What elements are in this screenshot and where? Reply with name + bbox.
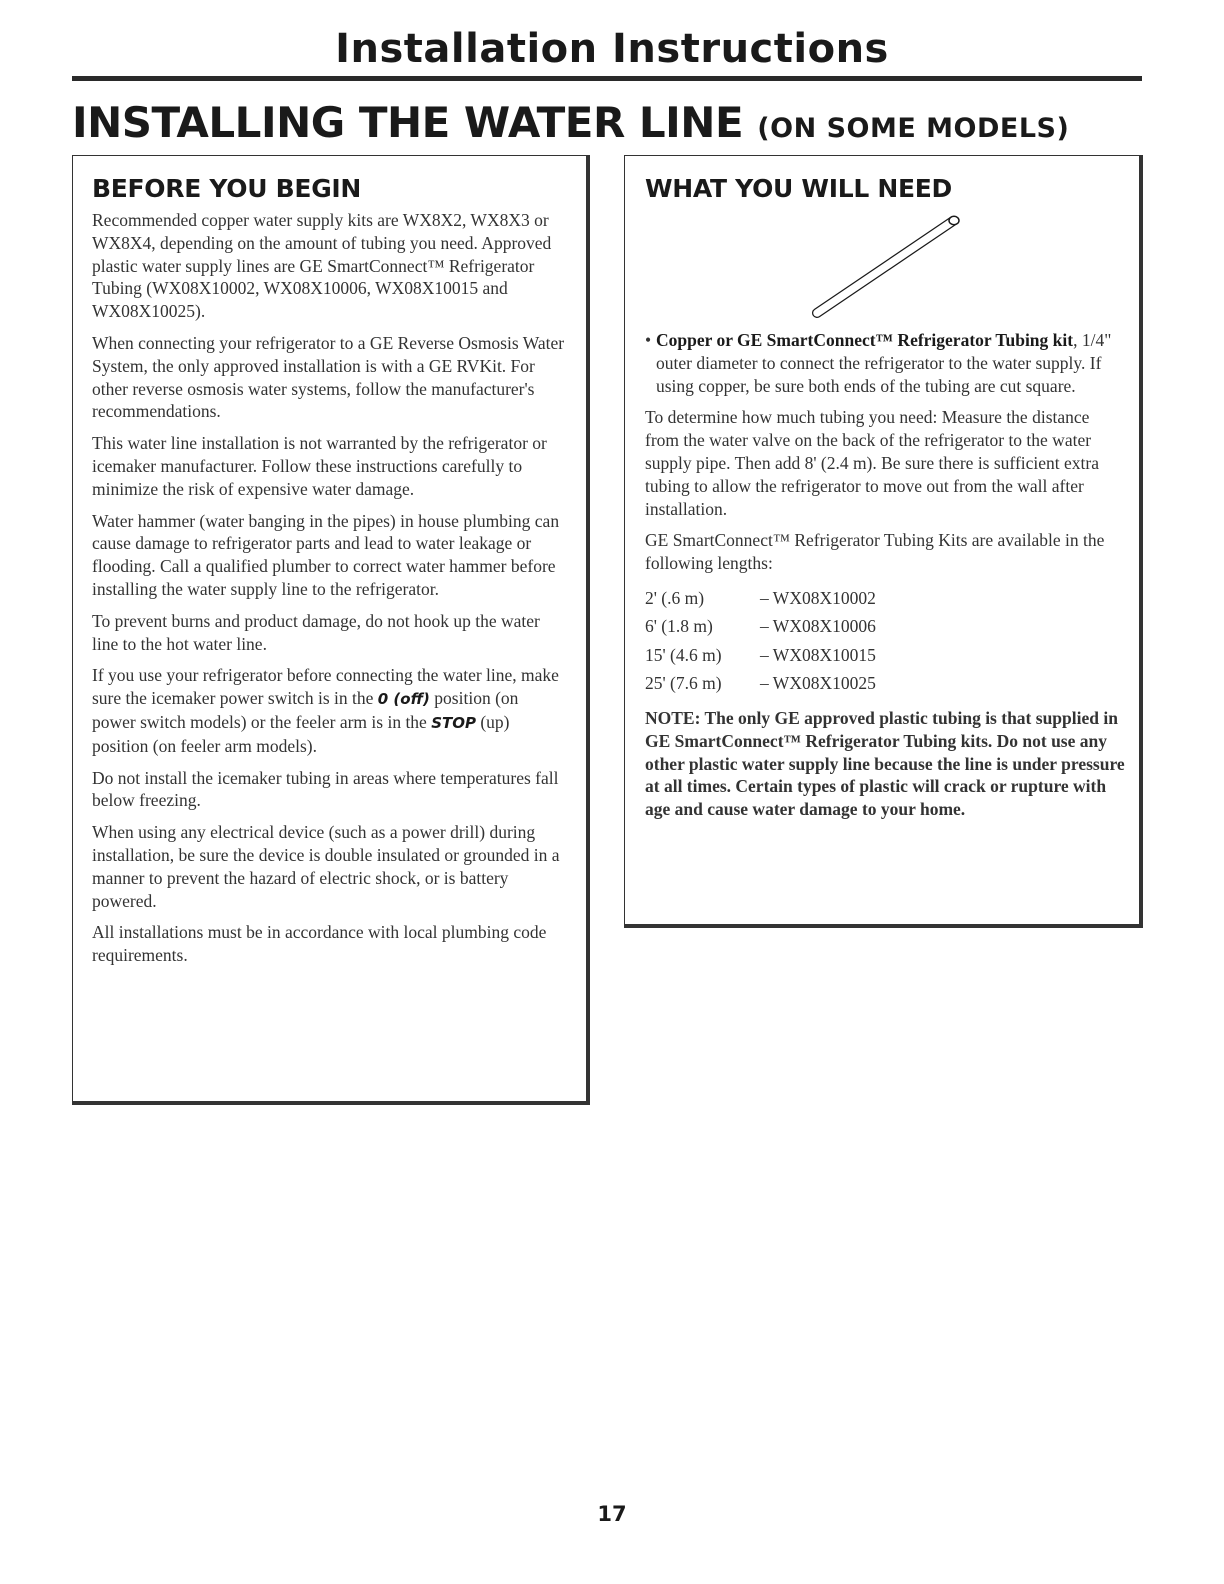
kits-intro-paragraph: GE SmartConnect™ Refrigerator Tubing Kits are available in the following lengths: — [645, 530, 1105, 574]
section-title-subtitle: (ON SOME MODELS) — [757, 113, 1070, 144]
section-title — [72, 98, 1069, 147]
before-paragraph-6 — [92, 664, 566, 757]
before-paragraph-9: All installations must be in accordance with local plumbing code requirements. — [92, 922, 547, 966]
part-number-cell: – WX08X10015 — [760, 644, 876, 665]
before-paragraph-1: Recommended copper water supply kits are WX8X2, WX8X3 or WX8X4, depending on the amount of tubing you need. Approved plastic water supply lines are GE SmartConnect™ Refrigerator Tubing (WX08X10002, WX08X10006, WX08X10015 and WX08X10025). — [92, 210, 552, 322]
tubing-kit-description: , 1/4" outer diameter to connect the refrigerator to the water supply. If using copper, be sure both ends of the tubing are cut square. — [656, 330, 1112, 396]
tubing-kit-bullet — [645, 329, 1125, 397]
before-paragraph-4: Water hammer (water banging in the pipes) in house plumbing can cause damage to refrigerator parts and lead to water leakage or flooding. Call a qualified plumber to correct water hammer before installing the water supply line to the refrigerator. — [92, 510, 560, 599]
what-you-will-need-box — [624, 155, 1143, 928]
tubing-illustration-icon — [797, 211, 967, 323]
stop-position-label: STOP — [431, 713, 476, 732]
page-header-title: Installation Instructions — [335, 26, 889, 72]
table-row — [645, 584, 876, 613]
header-divider — [72, 76, 1142, 81]
part-number-cell: – WX08X10025 — [760, 673, 876, 694]
before-paragraph-5: To prevent burns and product damage, do not hook up the water line to the hot water line. — [92, 610, 540, 654]
before-you-begin-heading: BEFORE YOU BEGIN — [92, 174, 362, 203]
plastic-tubing-note: NOTE: The only GE approved plastic tubing is that supplied in GE SmartConnect™ Refrigerator Tubing kits. Do not use any other plastic water supply line because the line is under pressure at all times. Certain types of plastic will crack or rupture with age and cause water damage to your home. — [645, 707, 1125, 820]
length-cell: 6' (1.8 m) — [645, 616, 713, 637]
part-number-cell: – WX08X10006 — [760, 616, 876, 637]
part-number-cell: – WX08X10002 — [760, 587, 876, 608]
section-title-main: INSTALLING THE WATER LINE — [72, 98, 744, 147]
tubing-lengths-table — [645, 584, 876, 698]
what-you-will-need-heading: WHAT YOU WILL NEED — [645, 174, 953, 203]
bullet-dot: • — [645, 330, 652, 350]
before-paragraph-3: This water line installation is not warranted by the refrigerator or icemaker manufacturer. Follow these instructions carefully to minimize the risk of expensive water damage. — [92, 433, 547, 499]
before-paragraph-2: When connecting your refrigerator to a GE Reverse Osmosis Water System, the only approved installation is with a GE RVKit. For other reverse osmosis water systems, follow the manufacturer's recommendations. — [92, 332, 565, 422]
before-paragraph-7: Do not install the icemaker tubing in areas where temperatures fall below freezing. — [92, 767, 559, 811]
page-number: 17 — [597, 1502, 627, 1526]
off-position-label: 0 (off) — [377, 690, 430, 709]
measure-paragraph: To determine how much tubing you need: Measure the distance from the water valve on the back of the refrigerator to the water supply pipe. Then add 8' (2.4 m). Be sure there is sufficient extra tubing to allow the refrigerator to move out from the wall after installation. — [645, 407, 1099, 519]
before-paragraph-8: When using any electrical device (such as a power drill) during installation, be sure the device is double insulated or grounded in a manner to prevent the hazard of electric shock, or is battery powered. — [92, 822, 560, 911]
before-you-begin-box — [72, 155, 590, 1105]
table-row — [645, 669, 876, 698]
table-row — [645, 612, 876, 641]
p6-part-a: If you use your refrigerator before connecting the water line, make sure the icemaker power switch is in the — [92, 665, 559, 709]
table-row — [645, 641, 876, 670]
length-cell: 25' (7.6 m) — [645, 673, 722, 694]
length-cell: 2' (.6 m) — [645, 587, 705, 608]
p6-part-b: position (on power switch models) or the feeler arm is in the — [92, 688, 519, 732]
length-cell: 15' (4.6 m) — [645, 644, 722, 665]
tubing-kit-name: Copper or GE SmartConnect™ Refrigerator Tubing kit — [656, 330, 1074, 350]
p6-part-c: (up) position (on feeler arm models). — [92, 711, 510, 756]
